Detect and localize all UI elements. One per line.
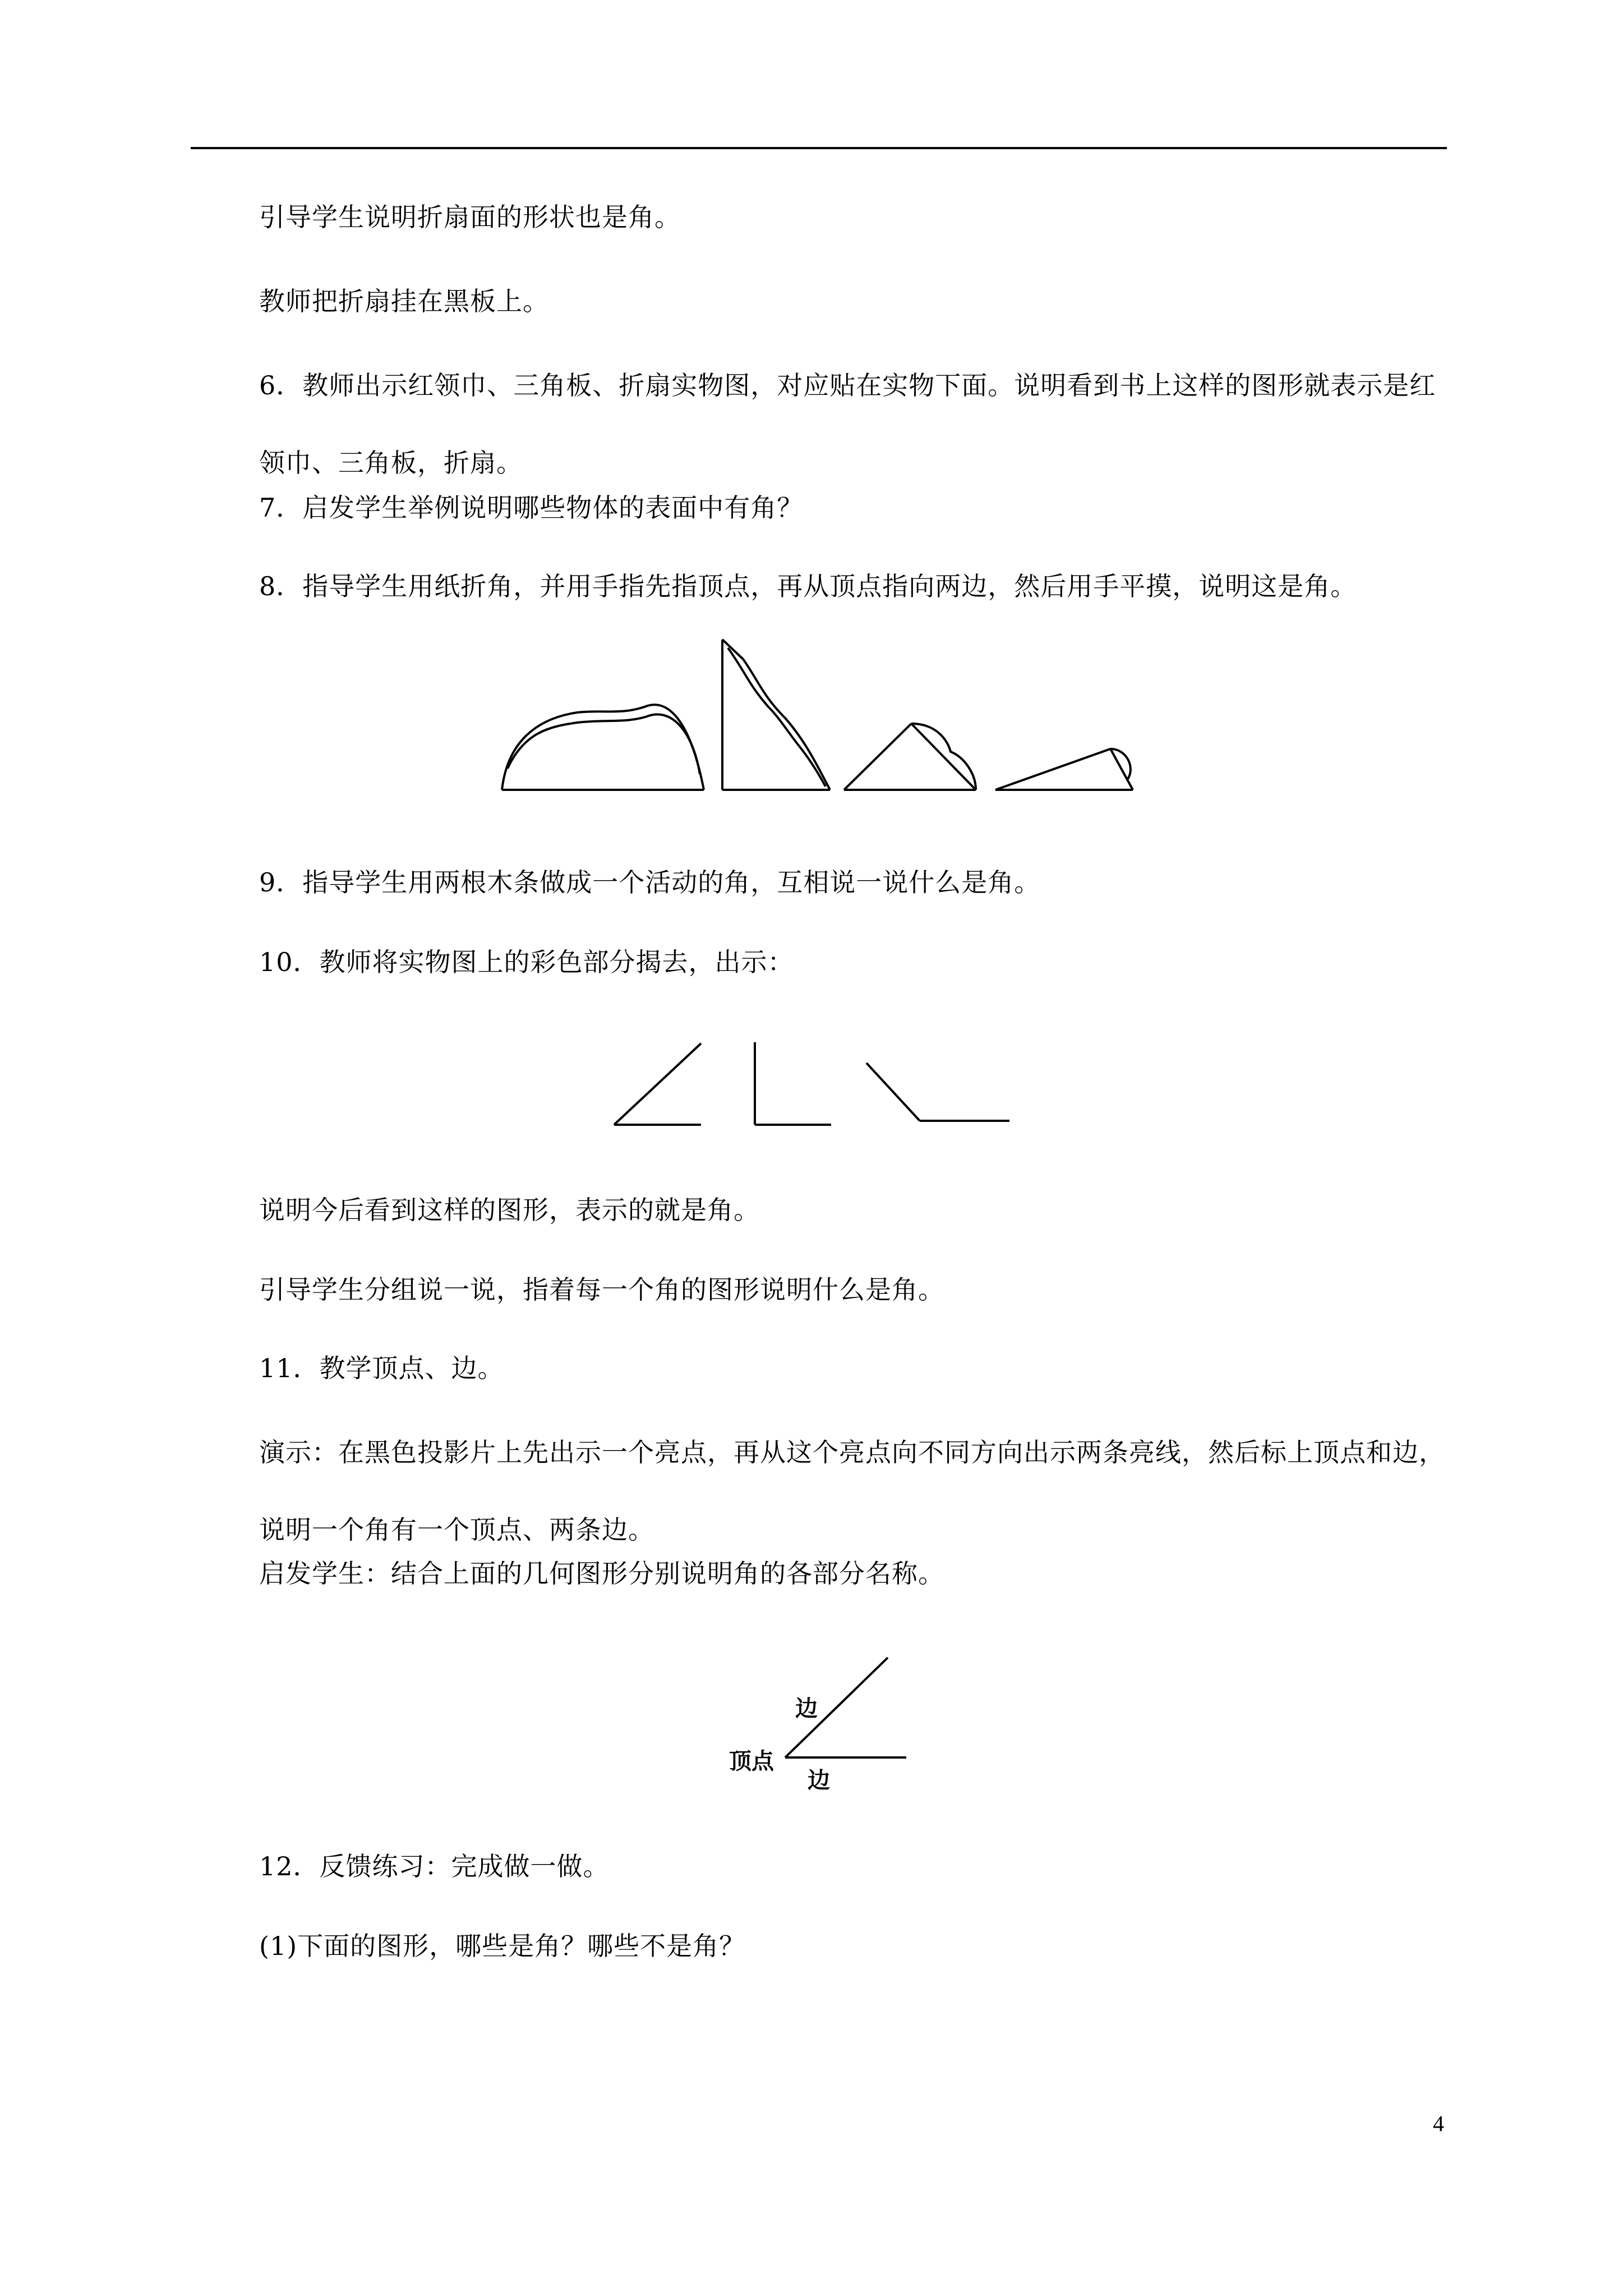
paragraph-step-6: 6．教师出示红领巾、三角板、折扇实物图，对应贴在实物下面。说明看到书上这样的图形就表示是红领巾、三角板，折扇。 xyxy=(259,370,1436,478)
paragraph-demonstration: 演示：在黑色投影片上先出示一个亮点，再从这个亮点向不同方向出示两条亮线，然后标上顶点和边，说明一个角有一个顶点、两条边。 xyxy=(259,1437,1445,1545)
page-number: 4 xyxy=(1433,2111,1444,2136)
folded-fan-figure xyxy=(502,705,704,790)
bare-angle-figures xyxy=(611,1038,1015,1133)
paragraph-step-11: 11．教学顶点、边。 xyxy=(259,1353,504,1383)
paragraph-step-7: 7．启发学生举例说明哪些物体的表面中有角？ xyxy=(259,493,804,523)
paragraph-step-8: 8．指导学生用纸折角，并用手指先指顶点，再从顶点指向两边，然后用手平摸，说明这是角。 xyxy=(259,571,1357,601)
header-rule xyxy=(191,147,1447,149)
folded-narrow-figure xyxy=(995,749,1133,790)
vertex-label: 顶点 xyxy=(729,1749,774,1774)
obtuse-angle-shape xyxy=(866,1063,1009,1121)
paragraph-this-is-angle: 说明今后看到这样的图形，表示的就是角。 xyxy=(259,1195,760,1225)
paragraph-step-12: 12．反馈练习：完成做一做。 xyxy=(259,1851,610,1881)
edge-label-upper: 边 xyxy=(795,1696,818,1722)
paragraph-name-parts: 启发学生：结合上面的几何图形分别说明角的各部分名称。 xyxy=(259,1558,944,1589)
folded-scarf-figure xyxy=(844,724,976,790)
paragraph-step-10: 10．教师将实物图上的彩色部分揭去，出示： xyxy=(259,947,794,977)
acute-angle-shape xyxy=(614,1043,701,1125)
paragraph-group-discussion: 引导学生分组说一说，指着每一个角的图形说明什么是角。 xyxy=(259,1274,944,1305)
right-angle-shape xyxy=(755,1042,831,1125)
labeled-angle-diagram xyxy=(729,1644,920,1793)
edge-label-lower: 边 xyxy=(808,1768,830,1793)
folded-set-square-figure xyxy=(722,639,830,790)
paragraph-fan-shape: 引导学生说明折扇面的形状也是角。 xyxy=(259,202,681,232)
paragraph-fan-on-board: 教师把折扇挂在黑板上。 xyxy=(259,286,549,316)
paragraph-step-9: 9．指导学生用两根木条做成一个活动的角，互相说一说什么是角。 xyxy=(259,867,1041,898)
folded-paper-figures xyxy=(494,634,1138,802)
paragraph-exercise-1: (1)下面的图形，哪些是角？哪些不是角？ xyxy=(259,1931,746,1961)
